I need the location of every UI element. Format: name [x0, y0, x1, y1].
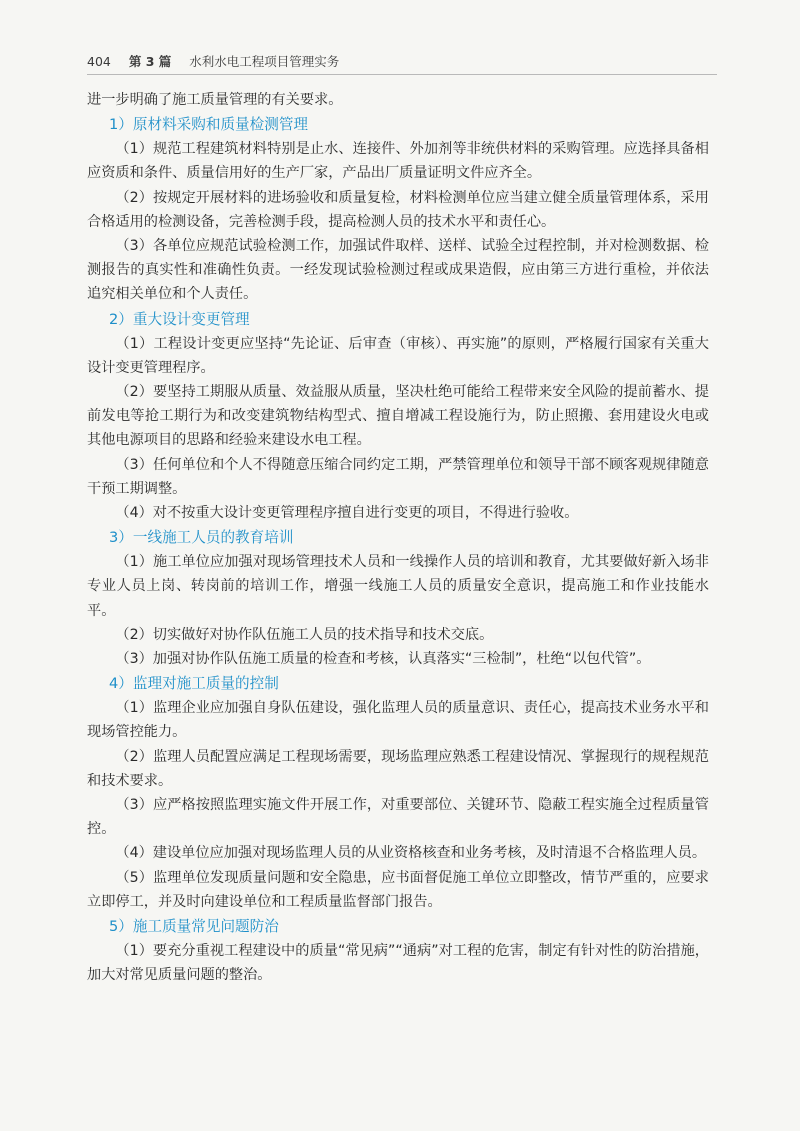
paragraph: （2）切实做好对协作队伍施工人员的技术指导和技术交底。 [115, 626, 494, 643]
paragraph: （3）各单位应规范试验检测工作，加强试件取样、送样、试验全过程控制，并对检测数据、检测报告的真实性和准确性负责。一经发现试验检测过程或成果造假，应由第三方进行重检，并依法追究相关单位和个人责任。 [87, 238, 709, 303]
section-heading: 4）监理对施工质量的控制 [109, 675, 279, 693]
section-heading: 2）重大设计变更管理 [109, 310, 250, 328]
paragraph: （3）加强对协作队伍施工质量的检查和考核，认真落实“三检制”，杜绝“以包代管”。 [115, 651, 651, 668]
paragraph: （2）监理人员配置应满足工程现场需要，现场监理应熟悉工程建设情况、掌握现行的规程规范和技术要求。 [87, 748, 709, 789]
intro-text: 进一步明确了施工质量管理的有关要求。 [87, 92, 343, 108]
paragraph: （4）对不按重大设计变更管理程序擅自进行变更的项目，不得进行验收。 [115, 505, 579, 522]
page-number: 404 [87, 53, 111, 69]
paragraph: （4）建设单位应加强对现场监理人员的从业资格核查和业务考核，及时清退不合格监理人员。 [115, 845, 707, 862]
section-heading: 5）施工质量常见问题防治 [109, 918, 279, 936]
paragraph: （2）要坚持工期服从质量、效益服从质量，坚决杜绝可能给工程带来安全风险的提前蓄水、提前发电等抢工期行为和改变建筑物结构型式、擅自增减工程设施行为，防止照搬、套用建设火电或其他电源项目的思路和经验来建设水电工程。 [87, 384, 709, 449]
section-heading: 1）原材料采购和质量检测管理 [109, 116, 309, 134]
paragraph: （1）工程设计变更应坚持“先论证、后审查（审核）、再实施”的原则，严格履行国家有关重大设计变更管理程序。 [87, 335, 709, 376]
paragraph: （3）应严格按照监理实施文件开展工作，对重要部位、关键环节、隐蔽工程实施全过程质量管控。 [87, 797, 709, 838]
paragraph: （3）任何单位和个人不得随意压缩合同约定工期，严禁管理单位和领导干部不顾客观规律随意干预工期调整。 [87, 456, 709, 497]
section-heading: 3）一线施工人员的教育培训 [109, 529, 294, 547]
page-body [87, 88, 709, 988]
part-title: 水利水电工程项目管理实务 [189, 54, 340, 69]
paragraph: （5）监理单位发现质量问题和安全隐患，应书面督促施工单位立即整改，情节严重的，应要求立即停工，并及时向建设单位和工程质量监督部门报告。 [87, 869, 709, 910]
paragraph: （1）监理企业应加强自身队伍建设，强化监理人员的质量意识、责任心，提高技术业务水平和现场管控能力。 [87, 700, 709, 741]
paragraph: （1）规范工程建筑材料特别是止水、连接件、外加剂等非统供材料的采购管理。应选择具备相应资质和条件、质量信用好的生产厂家，产品出厂质量证明文件应齐全。 [87, 141, 709, 182]
paragraph: （1）施工单位应加强对现场管理技术人员和一线操作人员的培训和教育，尤其要做好新入场非专业人员上岗、转岗前的培训工作，增强一线施工人员的质量安全意识，提高施工和作业技能水平。 [87, 554, 709, 619]
page-header [87, 52, 717, 75]
paragraph: （2）按规定开展材料的进场验收和质量复检，材料检测单位应当建立健全质量管理体系，采用合格适用的检测设备，完善检测手段，提高检测人员的技术水平和责任心。 [87, 189, 709, 230]
paragraph: （1）要充分重视工程建设中的质量“常见病”“通病”对工程的危害，制定有针对性的防治措施，加大对常见质量问题的整治。 [87, 943, 709, 984]
part-label: 第 3 篇 [128, 54, 172, 69]
